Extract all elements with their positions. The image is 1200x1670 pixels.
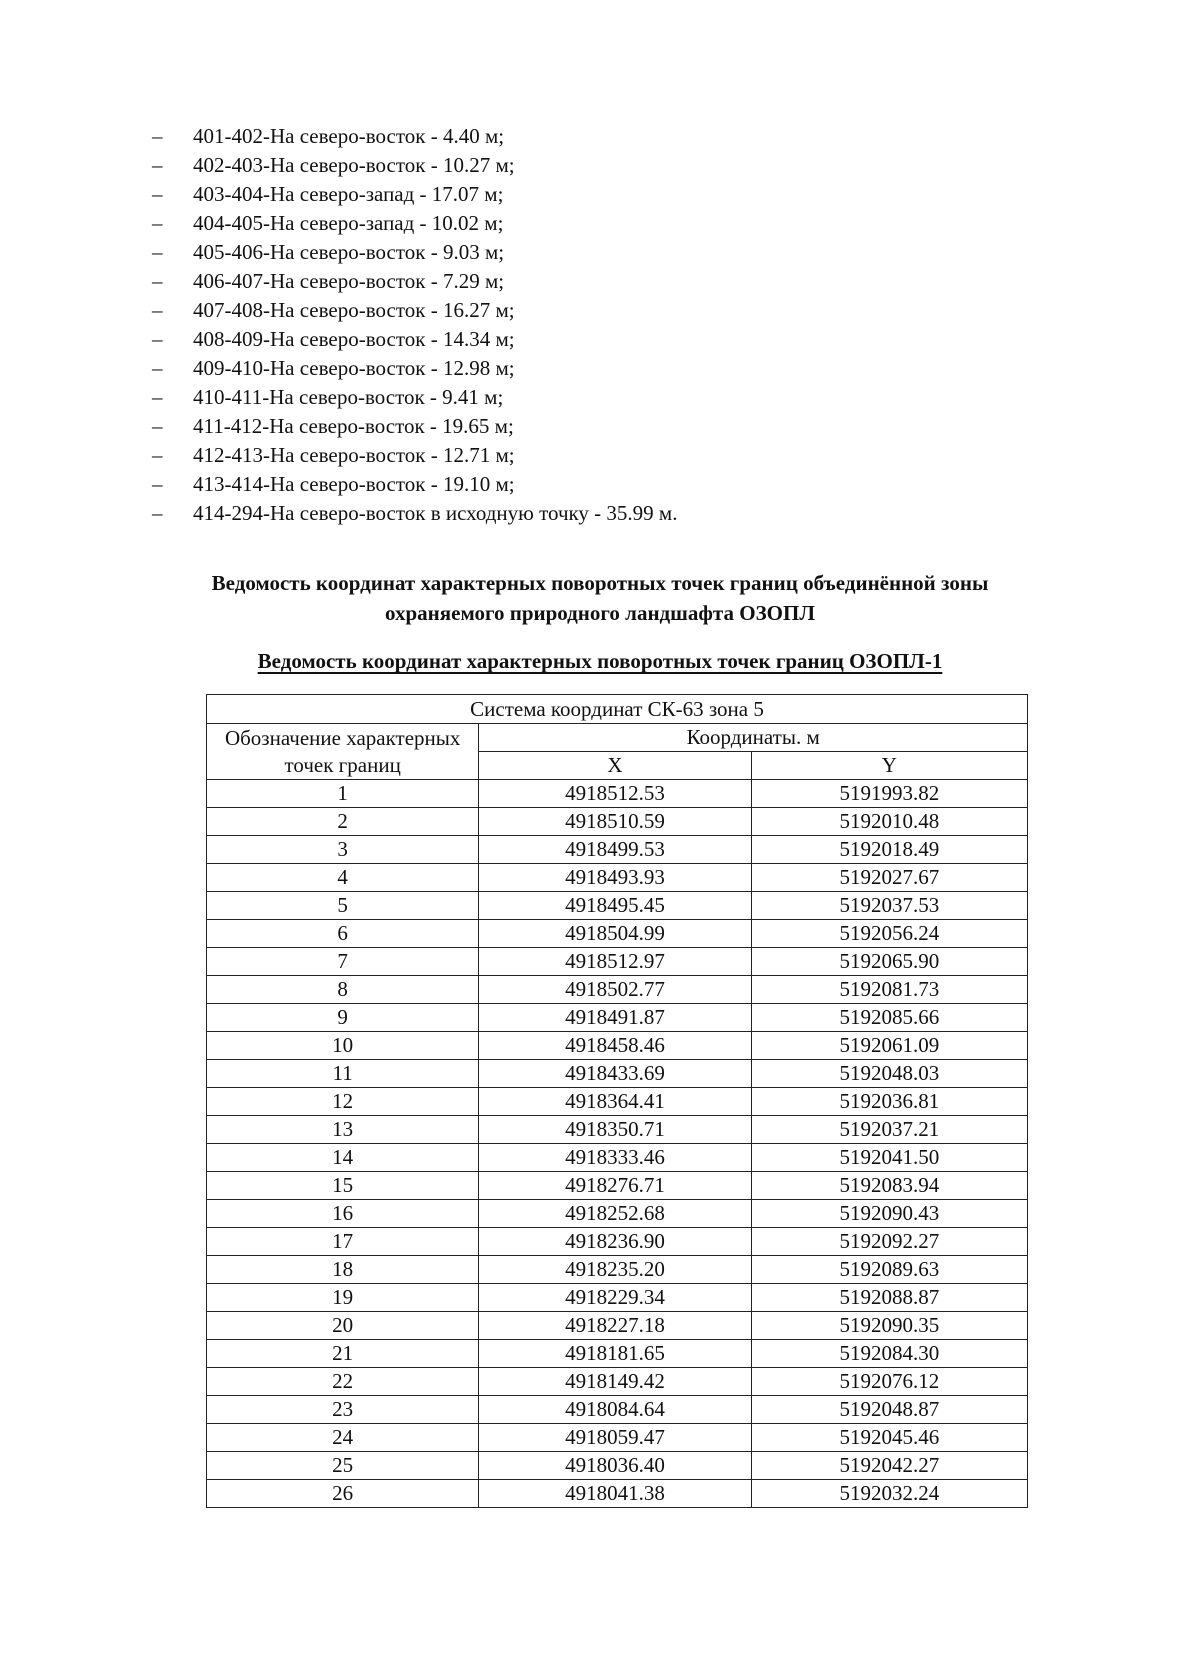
segment-item [152,267,677,296]
table-row [207,1256,1028,1284]
segment-dash: – [152,211,163,235]
x-coordinate-cell: 4918512.97 [479,948,751,976]
segment-item [152,325,677,354]
x-coordinate-cell: 4918149.42 [479,1368,751,1396]
point-header-cell [207,724,479,780]
table-row [207,1284,1028,1312]
x-coordinate-cell: 4918333.46 [479,1144,751,1172]
sub-heading-text: Ведомость координат характерных поворотных точек границ ОЗОПЛ-1 [257,649,943,673]
segment-item [152,296,677,325]
y-header-cell: Y [751,752,1027,780]
segment-dash: – [152,153,163,177]
table-row [207,976,1028,1004]
y-coordinate-cell: 5192090.43 [751,1200,1027,1228]
table-row [207,780,1028,808]
x-coordinate-cell: 4918059.47 [479,1424,751,1452]
x-coordinate-cell: 4918036.40 [479,1452,751,1480]
x-coordinate-cell: 4918229.34 [479,1284,751,1312]
coordinate-rows [207,780,1028,1508]
segment-dash: – [152,356,163,380]
point-cell: 8 [207,976,479,1004]
segment-item [152,209,677,238]
segment-item [152,499,677,528]
table-row [207,1424,1028,1452]
point-cell: 22 [207,1368,479,1396]
segment-dash: – [152,182,163,206]
y-coordinate-cell: 5192042.27 [751,1452,1027,1480]
main-heading-line-2: охраняемого природного ландшафта ОЗОПЛ [385,601,815,625]
table-row [207,920,1028,948]
x-coordinate-cell: 4918041.38 [479,1480,751,1508]
segment-text: 414-294-На северо-восток в исходную точку - 35.99 м. [193,501,678,525]
y-coordinate-cell: 5192089.63 [751,1256,1027,1284]
point-cell: 14 [207,1144,479,1172]
segment-text: 401-402-На северо-восток - 4.40 м; [193,124,505,148]
y-coordinate-cell: 5192010.48 [751,808,1027,836]
segment-text: 405-406-На северо-восток - 9.03 м; [193,240,505,264]
point-cell: 16 [207,1200,479,1228]
point-cell: 7 [207,948,479,976]
y-coordinate-cell: 5192084.30 [751,1340,1027,1368]
table-row [207,1228,1028,1256]
segment-dash: – [152,327,163,351]
y-coordinate-cell: 5192081.73 [751,976,1027,1004]
segment-item [152,470,677,499]
y-coordinate-cell: 5192045.46 [751,1424,1027,1452]
table-row [207,1144,1028,1172]
y-coordinate-cell: 5192041.50 [751,1144,1027,1172]
y-coordinate-cell: 5192076.12 [751,1368,1027,1396]
y-coordinate-cell: 5192056.24 [751,920,1027,948]
boundary-segment-list [152,122,677,528]
segment-item [152,151,677,180]
x-coordinate-cell: 4918433.69 [479,1060,751,1088]
coordinate-system-cell: Система координат СК-63 зона 5 [207,695,1028,724]
x-coordinate-cell: 4918493.93 [479,864,751,892]
segment-text: 410-411-На северо-восток - 9.41 м; [193,385,504,409]
segment-item [152,383,677,412]
point-cell: 19 [207,1284,479,1312]
point-cell: 20 [207,1312,479,1340]
point-cell: 12 [207,1088,479,1116]
y-coordinate-cell: 5192088.87 [751,1284,1027,1312]
segment-text: 406-407-На северо-восток - 7.29 м; [193,269,505,293]
point-cell: 26 [207,1480,479,1508]
y-coordinate-cell: 5191993.82 [751,780,1027,808]
table-row [207,1340,1028,1368]
x-coordinate-cell: 4918227.18 [479,1312,751,1340]
segment-item [152,441,677,470]
point-cell: 9 [207,1004,479,1032]
y-coordinate-cell: 5192037.53 [751,892,1027,920]
segment-text: 412-413-На северо-восток - 12.71 м; [193,443,515,467]
segment-dash: – [152,298,163,322]
segment-text: 413-414-На северо-восток - 19.10 м; [193,472,515,496]
y-coordinate-cell: 5192085.66 [751,1004,1027,1032]
x-coordinate-cell: 4918504.99 [479,920,751,948]
point-cell: 10 [207,1032,479,1060]
point-cell: 23 [207,1396,479,1424]
point-cell: 15 [207,1172,479,1200]
table-row [207,1116,1028,1144]
x-coordinate-cell: 4918458.46 [479,1032,751,1060]
y-coordinate-cell: 5192032.24 [751,1480,1027,1508]
x-coordinate-cell: 4918084.64 [479,1396,751,1424]
table-row [207,1368,1028,1396]
point-cell: 3 [207,836,479,864]
point-cell: 2 [207,808,479,836]
point-cell: 5 [207,892,479,920]
point-cell: 18 [207,1256,479,1284]
main-heading [100,568,1100,628]
segment-text: 403-404-На северо-запад - 17.07 м; [193,182,504,206]
x-coordinate-cell: 4918235.20 [479,1256,751,1284]
table-row [207,1032,1028,1060]
table-row [207,948,1028,976]
table-row [207,1452,1028,1480]
y-coordinate-cell: 5192036.81 [751,1088,1027,1116]
y-coordinate-cell: 5192048.03 [751,1060,1027,1088]
y-coordinate-cell: 5192018.49 [751,836,1027,864]
x-coordinate-cell: 4918181.65 [479,1340,751,1368]
segment-dash: – [152,124,163,148]
table-row [207,1088,1028,1116]
main-heading-line-1: Ведомость координат характерных поворотных точек границ объединённой зоны [211,571,989,595]
y-coordinate-cell: 5192092.27 [751,1228,1027,1256]
y-coordinate-cell: 5192083.94 [751,1172,1027,1200]
table-row [207,1396,1028,1424]
y-coordinate-cell: 5192027.67 [751,864,1027,892]
table-row [207,808,1028,836]
coordinate-table [206,694,1028,1508]
x-coordinate-cell: 4918502.77 [479,976,751,1004]
point-header-line-2: точек границ [284,752,401,777]
y-coordinate-cell: 5192037.21 [751,1116,1027,1144]
table-row [207,1004,1028,1032]
table-row [207,892,1028,920]
segment-dash: – [152,240,163,264]
y-coordinate-cell: 5192090.35 [751,1312,1027,1340]
table-row [207,864,1028,892]
segment-dash: – [152,414,163,438]
point-cell: 6 [207,920,479,948]
x-coordinate-cell: 4918495.45 [479,892,751,920]
x-coordinate-cell: 4918364.41 [479,1088,751,1116]
point-cell: 13 [207,1116,479,1144]
segment-text: 408-409-На северо-восток - 14.34 м; [193,327,515,351]
point-cell: 1 [207,780,479,808]
y-coordinate-cell: 5192048.87 [751,1396,1027,1424]
table-row [207,1480,1028,1508]
segment-item [152,354,677,383]
segment-dash: – [152,385,163,409]
segment-item [152,122,677,151]
table-system-row [207,695,1028,724]
y-coordinate-cell: 5192065.90 [751,948,1027,976]
x-coordinate-cell: 4918512.53 [479,780,751,808]
point-cell: 24 [207,1424,479,1452]
segment-dash: – [152,501,163,525]
x-coordinate-cell: 4918252.68 [479,1200,751,1228]
segment-dash: – [152,269,163,293]
x-header-cell: X [479,752,751,780]
sub-heading [100,646,1100,676]
x-coordinate-cell: 4918276.71 [479,1172,751,1200]
table-row [207,1172,1028,1200]
table-row [207,1060,1028,1088]
point-header-line-1: Обозначение характерных [224,725,461,750]
x-coordinate-cell: 4918510.59 [479,808,751,836]
point-cell: 17 [207,1228,479,1256]
segment-text: 402-403-На северо-восток - 10.27 м; [193,153,515,177]
point-cell: 21 [207,1340,479,1368]
segment-dash: – [152,472,163,496]
table-header-row-1 [207,724,1028,752]
segment-text: 407-408-На северо-восток - 16.27 м; [193,298,515,322]
point-cell: 25 [207,1452,479,1480]
coordinates-header-cell: Координаты. м [479,724,1028,752]
y-coordinate-cell: 5192061.09 [751,1032,1027,1060]
segment-item [152,238,677,267]
segment-item [152,412,677,441]
x-coordinate-cell: 4918491.87 [479,1004,751,1032]
segment-text: 404-405-На северо-запад - 10.02 м; [193,211,504,235]
segment-text: 409-410-На северо-восток - 12.98 м; [193,356,515,380]
x-coordinate-cell: 4918350.71 [479,1116,751,1144]
point-cell: 11 [207,1060,479,1088]
point-cell: 4 [207,864,479,892]
segment-item [152,180,677,209]
segment-text: 411-412-На северо-восток - 19.65 м; [193,414,514,438]
table-row [207,1200,1028,1228]
x-coordinate-cell: 4918236.90 [479,1228,751,1256]
x-coordinate-cell: 4918499.53 [479,836,751,864]
table-row [207,1312,1028,1340]
table-row [207,836,1028,864]
segment-dash: – [152,443,163,467]
